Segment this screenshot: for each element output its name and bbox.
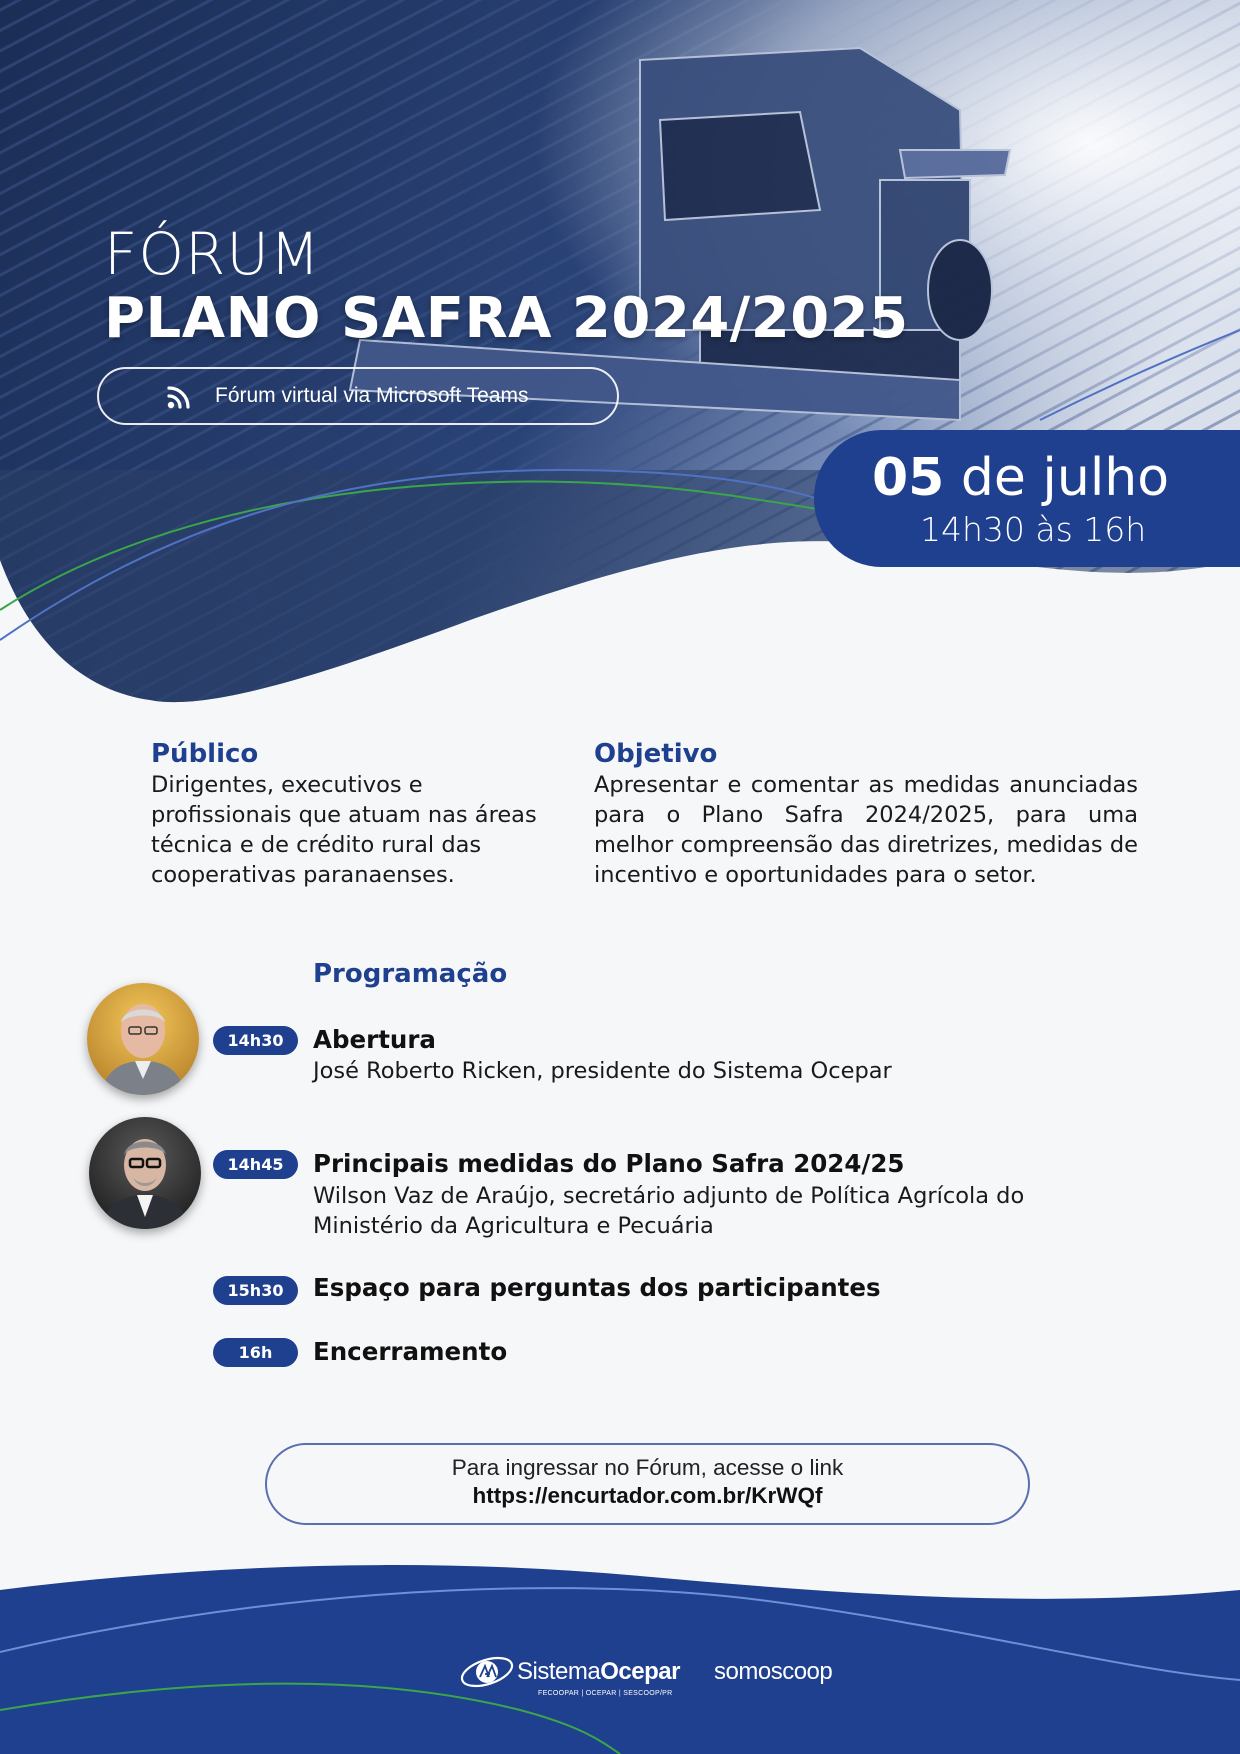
access-link-url[interactable]: https://encurtador.com.br/KrWQf [472, 1483, 823, 1508]
time-badge-3: 15h30 [213, 1276, 298, 1305]
ocepar-logo-sistema: Sistema [517, 1658, 601, 1685]
publico-section [151, 738, 561, 890]
virtual-event-text: Fórum virtual via Microsoft Teams [215, 384, 529, 407]
date-box [814, 430, 1240, 567]
speaker-2-photo [89, 1117, 201, 1229]
objetivo-section [594, 738, 1138, 890]
publico-heading: Público [151, 739, 259, 769]
item-1-desc: José Roberto Ricken, presidente do Sistema Ocepar [313, 1058, 892, 1084]
event-month: de julho [960, 448, 1170, 508]
ocepar-mark-icon [459, 1652, 515, 1692]
ocepar-logo-subtitle: FECOOPAR | OCEPAR | SESCOOP/PR [538, 1690, 673, 1697]
access-link-box[interactable] [265, 1443, 1030, 1525]
item-3-title: Espaço para perguntas dos participantes [313, 1273, 881, 1302]
programacao-heading: Programação [313, 959, 508, 989]
ocepar-logo-name: Ocepar [600, 1658, 680, 1685]
item-4-title: Encerramento [313, 1337, 508, 1366]
virtual-event-pill [97, 367, 619, 425]
forum-label: FÓRUM [104, 220, 321, 288]
event-time: 14h30 às 16h [920, 510, 1147, 549]
event-title: PLANO SAFRA 2024/2025 [104, 286, 909, 351]
footer-background [0, 1560, 1240, 1754]
event-date [872, 448, 1169, 508]
time-badge-4: 16h [213, 1338, 298, 1367]
item-2-title: Principais medidas do Plano Safra 2024/25 [313, 1149, 905, 1178]
objetivo-text: Apresentar e comentar as medidas anunciadas para o Plano Safra 2024/2025, para uma melhor compreensão das diretrizes, medidas de incentivo e oportunidades para o setor. [594, 772, 1138, 888]
somoscoop-logo: somoscoop [714, 1658, 833, 1685]
broadcast-icon [165, 383, 193, 411]
objetivo-heading: Objetivo [594, 739, 718, 769]
access-link-label: Para ingressar no Fórum, acesse o link [451, 1455, 844, 1480]
hero-title [104, 222, 909, 352]
speaker-1-photo [87, 983, 199, 1095]
ocepar-logo-text [517, 1658, 680, 1686]
time-badge-1: 14h30 [213, 1026, 298, 1055]
time-badge-2: 14h45 [213, 1150, 298, 1179]
item-2-desc: Wilson Vaz de Araújo, secretário adjunto de Política Agrícola do Ministério da Agricultura e Pecuária [313, 1183, 1025, 1239]
item-1-title: Abertura [313, 1025, 436, 1054]
publico-text: Dirigentes, executivos e profissionais que atuam nas áreas técnica e de crédito rural das cooperativas paranaenses. [151, 772, 537, 888]
event-day: 05 [872, 448, 945, 508]
hero-background [0, 0, 1240, 720]
